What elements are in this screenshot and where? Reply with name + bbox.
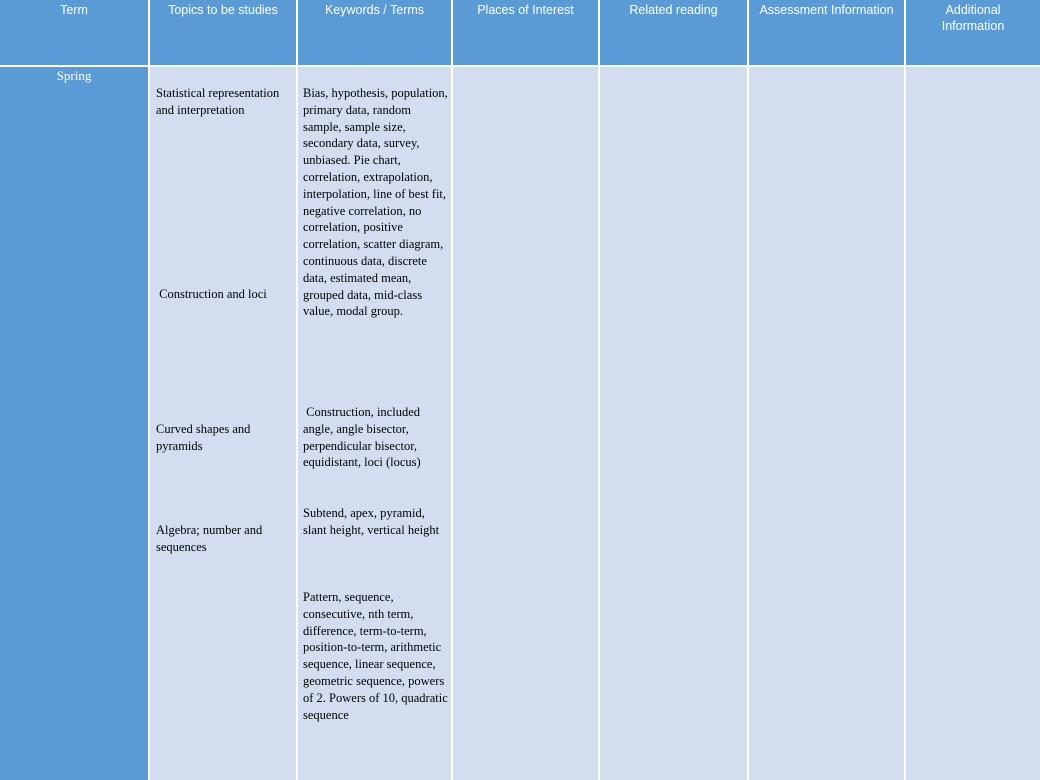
header-places: Places of Interest: [453, 0, 598, 65]
keywords-item: Bias, hypothesis, population, primary data, random sample, sample size, secondary data, survey, unbiased. Pie chart, correlation, extrapolation, interpolation, line of best fit, negative correlation, no correlation, positive correlation, scatter diagram, continuous data, discrete data, estimated mean, grouped data, mid-class value, modal group.: [303, 86, 448, 319]
header-assessment: Assessment Information: [749, 0, 904, 65]
term-column: [0, 67, 148, 780]
keywords-item: Construction, included angle, angle bisector, perpendicular bisector, equidistant, loci (locus): [303, 405, 424, 470]
reading-cell: [600, 67, 747, 780]
topic-item: Construction and loci: [156, 287, 267, 301]
header-additional: Additional Information: [906, 0, 1040, 65]
topic-item: Statistical representation and interpretation: [156, 86, 280, 117]
header-keywords: Keywords / Terms: [298, 0, 451, 65]
keywords-item: Pattern, sequence, consecutive, nth term, difference, term-to-term, position-to-term, arithmetic sequence, linear sequence, geometric sequence, powers of 2. Powers of 10, quadratic sequence: [303, 590, 448, 722]
places-cell: [453, 67, 598, 780]
header-topics: Topics to be studies: [150, 0, 296, 65]
header-reading: Related reading: [600, 0, 747, 65]
topic-item: Curved shapes and pyramids: [156, 422, 251, 453]
assessment-cell: [749, 67, 904, 780]
additional-cell: [906, 67, 1040, 780]
keywords-item: Subtend, apex, pyramid, slant height, vertical height: [303, 506, 440, 537]
term-spring: Spring: [56, 68, 92, 83]
header-term: Term: [0, 0, 148, 65]
topic-item: Algebra; number and sequences: [156, 523, 263, 554]
